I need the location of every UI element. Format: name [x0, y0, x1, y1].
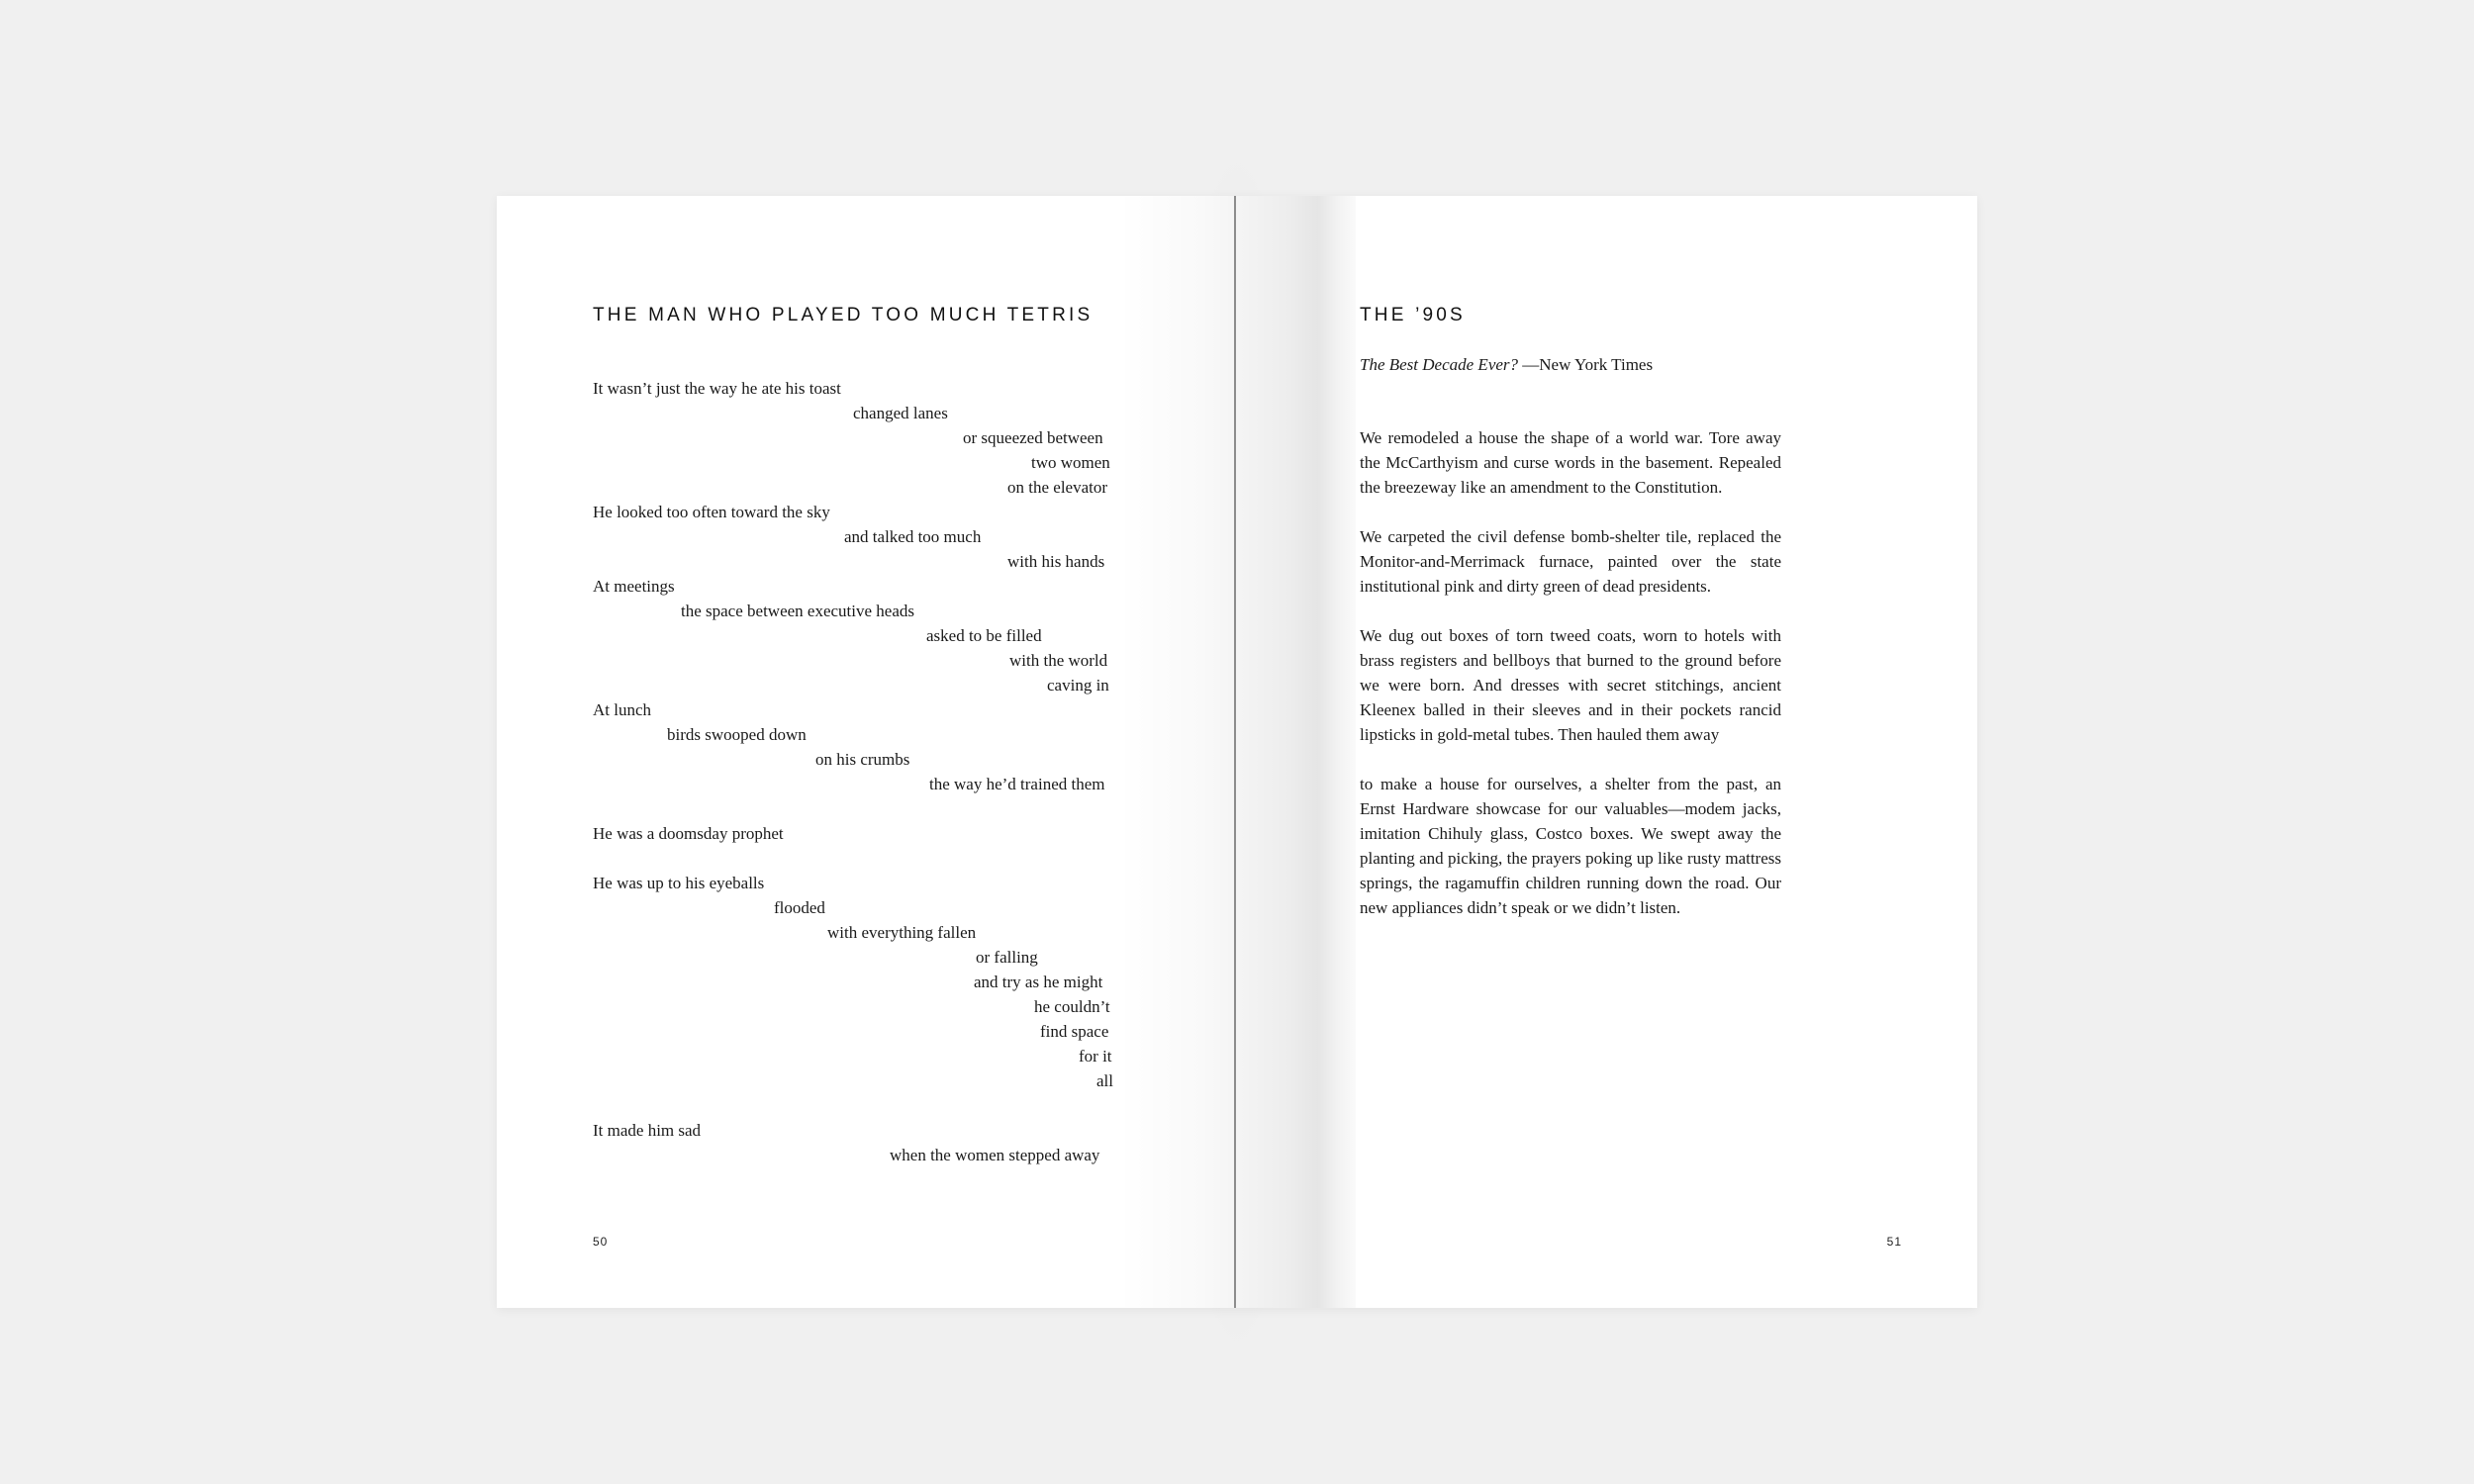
prose-body	[1360, 425, 1781, 945]
poem-line: changed lanes	[853, 404, 948, 422]
poem-line: He looked too often toward the sky	[593, 503, 830, 521]
poem-line: flooded	[774, 898, 825, 917]
poem-line: He was a doomsday prophet	[593, 824, 784, 843]
poem-line: with the world	[1009, 651, 1108, 670]
poem-line: or squeezed between	[963, 428, 1103, 447]
poem-line: with everything fallen	[827, 923, 977, 942]
page-number-right: 51	[1886, 1235, 1902, 1249]
poem-line: for it	[1079, 1047, 1112, 1066]
poem-line: or falling	[976, 948, 1038, 967]
page-number-left: 50	[593, 1235, 609, 1249]
poem-line: It made him sad	[593, 1121, 702, 1140]
poem-line: he couldn’t	[1034, 997, 1110, 1016]
left-page-title: THE MAN WHO PLAYED TOO MUCH TETRIS	[593, 305, 1094, 325]
epigraph-source: —New York Times	[1518, 355, 1654, 374]
poem-line: two women	[1031, 453, 1110, 472]
poem-line: At lunch	[593, 700, 652, 719]
poem-line: with his hands	[1007, 552, 1105, 571]
prose-paragraph: We carpeted the civil defense bomb-shelter tile, replaced the Monitor-and-Merrimack furnace, painted over the state institutional pink and dirty green of dead presidents.	[1360, 527, 1781, 596]
gutter-shadow	[1118, 196, 1356, 1308]
poem-line: all	[1096, 1071, 1113, 1090]
epigraph-quote: The Best Decade Ever?	[1360, 355, 1519, 374]
epigraph	[1360, 352, 1653, 377]
poem-line: asked to be filled	[926, 626, 1042, 645]
poem-line: on his crumbs	[815, 750, 910, 769]
poem-line: It wasn’t just the way he ate his toast	[593, 379, 841, 398]
prose-paragraph: to make a house for ourselves, a shelter from the past, an Ernst Hardware showcase for our valuables—modem jacks, imitation Chihuly glass, Costco boxes. We swept away the planting and picking, the prayers poking up like rusty mattress springs, the ragamuffin children running down the road. Our new appliances didn’t speak or we didn’t listen.	[1360, 775, 1781, 917]
poem-line: find space	[1040, 1022, 1109, 1041]
prose-paragraph: We dug out boxes of torn tweed coats, worn to hotels with brass registers and bellboys that burned to the ground before we were born. And dresses with secret stitchings, ancient Kleenex balled in their sleeves and in their pockets rancid lipsticks in gold-metal tubes. Then hauled them away	[1360, 626, 1781, 744]
right-page-title: THE ’90S	[1360, 305, 1466, 325]
poem-body	[593, 376, 1115, 1167]
book-spread	[497, 196, 1977, 1308]
poem-line: the space between executive heads	[681, 602, 914, 620]
poem-line: birds swooped down	[667, 725, 807, 744]
book-gutter	[1234, 196, 1236, 1308]
poem-line: He was up to his eyeballs	[593, 874, 765, 892]
poem-line: and try as he might	[974, 973, 1103, 991]
poem-line: At meetings	[593, 577, 675, 596]
poem-line: when the women stepped away	[890, 1146, 1100, 1164]
poem-line: the way he’d trained them	[929, 775, 1105, 793]
prose-paragraph: We remodeled a house the shape of a world war. Tore away the McCarthyism and curse words in the basement. Repealed the breezeway like an amendment to the Constitution.	[1360, 428, 1781, 497]
poem-line: caving in	[1047, 676, 1109, 695]
poem-line: on the elevator	[1007, 478, 1108, 497]
poem-line: and talked too much	[844, 527, 982, 546]
